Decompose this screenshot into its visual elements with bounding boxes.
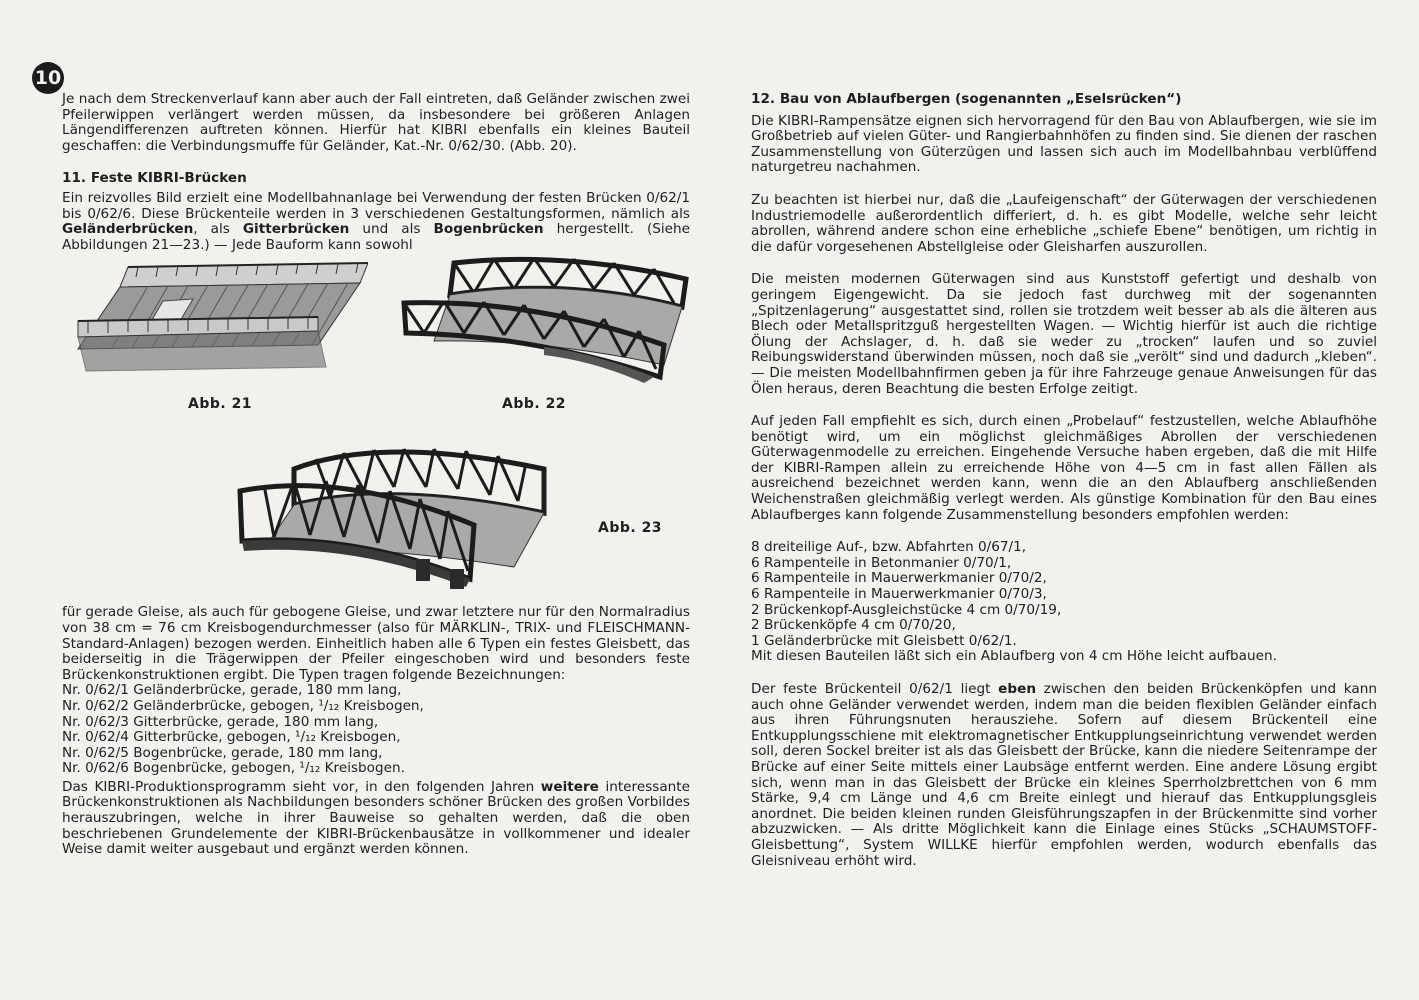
- gitterbruecken-term: Gitterbrücken: [242, 221, 350, 238]
- list-item: Nr. 0/62/1 Geländerbrücke, gerade, 180 mm lang,: [62, 682, 402, 699]
- test-run-paragraph: Auf jeden Fall empfiehlt es sich, durch einen „Probelauf“ festzustellen, welche Ablaufhöhe benötigt wird, um ein möglichst gleichmäßiges Abrollen der verschiedenen Güterwagenmodelle zu erreichen. Eingehende Versuche haben ergeben, daß die mit Hilfe der KIBRI-Rampen allein zu erreichende Höhe von 4—5 cm in fast allen Fällen als ausreichend bezeichnet werden kann, wenn die an den Ablaufberg anschließenden Weichenstraßen gleichmäßig verlegt werden. Als günstige Kombination für den Bau eines Ablaufberges kann folgende Zusammenstellung besonders empfohlen werden:: [751, 413, 1377, 523]
- intro-paragraph: Je nach dem Streckenverlauf kann aber auch der Fall eintreten, daß Geländer zwischen zwei Pfeilerwippen verlängert werden müssen, da insbesondere bei größeren Anlagen Längendifferenzen auftreten können. Hierfür hat KIBRI ebenfalls ein kleines Bauteil geschaffen: die Verbindungsmuffe für Geländer, Kat.-Nr. 0/62/30. (Abb. 20).: [62, 91, 690, 154]
- bogenbruecken-term: Bogenbrücken: [433, 221, 544, 238]
- figure-22-lattice-bridge: [394, 255, 694, 385]
- figure-22-caption: Abb. 22: [502, 396, 567, 413]
- list-item: Nr. 0/62/4 Gitterbrücke, gebogen, ¹/₁₂ Kreisbogen,: [62, 729, 401, 746]
- bridge-types-list: [62, 683, 690, 777]
- bridges-paragraph: Ein reizvolles Bild erzielt eine Modellbahnanlage bei Verwendung der festen Brücken 0/62/1 bis 0/62/6. Diese Brückenteile werden in 3 verschiedenen Gestaltungsformen, nämlich als Geländerbrücken, als Gitterbrücken und als Bogenbrücken hergestellt. (Siehe Abbildungen 21—23.) — Jede Bauform kann sowohl: [62, 189, 691, 253]
- list-item: 6 Rampenteile in Mauerwerkmanier 0/70/3,: [751, 586, 1047, 603]
- ramps-paragraph: Die KIBRI-Rampensätze eignen sich hervorragend für den Bau von Ablaufbergen, wie sie im Großbetrieb auf vielen Güter- und Rangierbahnhöfen zu finden sind. Sie dienen der raschen Zusammenstellung von Güterzügen und lassen sich auch im Modellbahnbau verblüffend naturgetreu nachahmen.: [751, 112, 1377, 176]
- section-12-heading: 12. Bau von Ablaufbergen (sogenannten „Eselsrücken“): [751, 91, 1182, 107]
- list-item: 6 Rampenteile in Mauerwerkmanier 0/70/2,: [751, 570, 1047, 587]
- gelaenderbruecken-term: Geländerbrücken: [62, 221, 194, 238]
- right-column: [751, 92, 1377, 869]
- eben-term: eben: [998, 681, 1037, 697]
- list-item: 2 Brückenköpfe 4 cm 0/70/20,: [751, 617, 956, 634]
- list-item: 8 dreiteilige Auf-, bzw. Abfahrten 0/67/1,: [751, 539, 1027, 556]
- figure-23-arch-bridge: [234, 441, 556, 601]
- parts-conclusion: Mit diesen Bauteilen läßt sich ein Ablaufberg von 4 cm Höhe leicht aufbauen.: [751, 648, 1277, 665]
- freight-cars-paragraph: Die meisten modernen Güterwagen sind aus Kunststoff gefertigt und deshalb von geringem Eigengewicht. Da sie jedoch fast durchweg mit der sogenannten „Spitzenlagerung“ ausgestattet sind, rollen sie trotzdem weit besser ab als die älteren aus Blech oder Metallspritzguß hergestellten Wagen. — Wichtig hierfür ist auch die richtige Ölung der Achslager, d. h. daß sie weder zu „trocken“ laufen und so zuviel Reibungswiderstand überwinden müssen, noch daß sie „verölt“ sind und dadurch „kleben“. — Die meisten Modellbahnfirmen geben ja für ihre Fahrzeuge genaue Anweisungen für das Ölen heraus, deren Beachtung die besten Erfolge zeitigt.: [751, 271, 1377, 397]
- figure-23-caption: Abb. 23: [598, 520, 663, 537]
- weitere-term: weitere: [540, 778, 599, 795]
- bridge-part-paragraph: Der feste Brückenteil 0/62/1 liegt eben zwischen den beiden Brückenköpfen und kann auch ohne Geländer verwendet werden, indem man die beiden flexiblen Geländer einfach aus ihren Führungsnuten herausziehe. Sofern auf diesem Brückenteil eine Entkupplungsschiene mit elektromagnetischer Entkupplungseinrichtung verwendet werden soll, deren Sockel breiter ist als das Gleisbett der Brücke, kann die niedere Seitenrampe der Brücke auf einer Seite mittels einer Laubsäge entfernt werden. Eine andere Lösung ergibt sich, wenn man in das Gleisbett der Brücke ein kleines Sperrholzbrettchen von 6 mm Stärke, 9,4 cm Länge und 4,6 cm Breite einlegt und hierauf das Entkupplungsgleis anordnet. Die beiden kleinen runden Gleisführungszapfen in der Brückenmitte sind vorher abzuzwicken. — Als dritte Möglichkeit kann die Einlage eines Stücks „SCHAUMSTOFF-Gleisbettung“, System WILLKE hierfür empfohlen werden, wodurch ebenfalls das Gleisniveau erhöht wird.: [751, 681, 1377, 869]
- figures-area: [62, 253, 690, 605]
- types-paragraph: für gerade Gleise, als auch für gebogene Gleise, und zwar letztere nur für den Normalradius von 38 cm = 76 cm Kreisbogendurchmesser (also für MÄRKLIN-, TRIX- und FLEISCHMANN-Standard-Anlagen) bezogen werden. Einheitlich haben alle 6 Typen ein festes Gleisbett, das beiderseitig in die Trägerwippen der Pfeiler eingeschoben wird und besonders feste Brückenkonstruktionen ergibt. Die Typen tragen folgende Bezeichnungen:: [62, 604, 690, 683]
- production-paragraph: Das KIBRI-Produktionsprogramm sieht vor, in den folgenden Jahren weitere interessante Brückenkonstruktionen als Nachbildungen besonders schöner Brücken des großen Vorbildes herauszubringen, welche in ihrer Bauweise so gehalten werden, daß die oben beschriebenen Grundelemente der KIBRI-Brückenbausätze in vollkommener und idealer Weise damit weiter ausgebaut und ergänzt werden können.: [62, 778, 690, 858]
- list-item: 6 Rampenteile in Betonmanier 0/70/1,: [751, 554, 1012, 571]
- figure-21-railing-bridge: [68, 261, 368, 373]
- list-item: Nr. 0/62/5 Bogenbrücke, gerade, 180 mm lang,: [62, 744, 383, 761]
- list-item: 1 Geländerbrücke mit Gleisbett 0/62/1.: [751, 632, 1017, 649]
- parts-list: [751, 540, 1377, 649]
- list-item: Nr. 0/62/6 Bogenbrücke, gebogen, ¹/₁₂ Kreisbogen.: [62, 760, 405, 777]
- section-11-heading: 11. Feste KIBRI-Brücken: [62, 170, 247, 187]
- list-item: Nr. 0/62/3 Gitterbrücke, gerade, 180 mm lang,: [62, 713, 379, 730]
- page-number-badge: 10: [32, 62, 64, 94]
- list-item: 2 Brückenkopf-Ausgleichstücke 4 cm 0/70/19,: [751, 601, 1062, 618]
- left-column: [62, 92, 690, 858]
- rolling-properties-paragraph: Zu beachten ist hierbei nur, daß die „Laufeigenschaft“ der Güterwagen der verschiedenen Industriemodelle außerordentlich differiert, d. h. es gibt Modelle, welche sehr leicht abrollen, während andere schon eine erhebliche „schiefe Ebene“ benötigen, um richtig in die dafür vorgesehenen Abstellgleise oder Gleisharfen auszurollen.: [751, 191, 1377, 255]
- figure-21-caption: Abb. 21: [188, 396, 253, 413]
- list-item: Nr. 0/62/2 Geländerbrücke, gebogen, ¹/₁₂ Kreisbogen,: [62, 697, 424, 714]
